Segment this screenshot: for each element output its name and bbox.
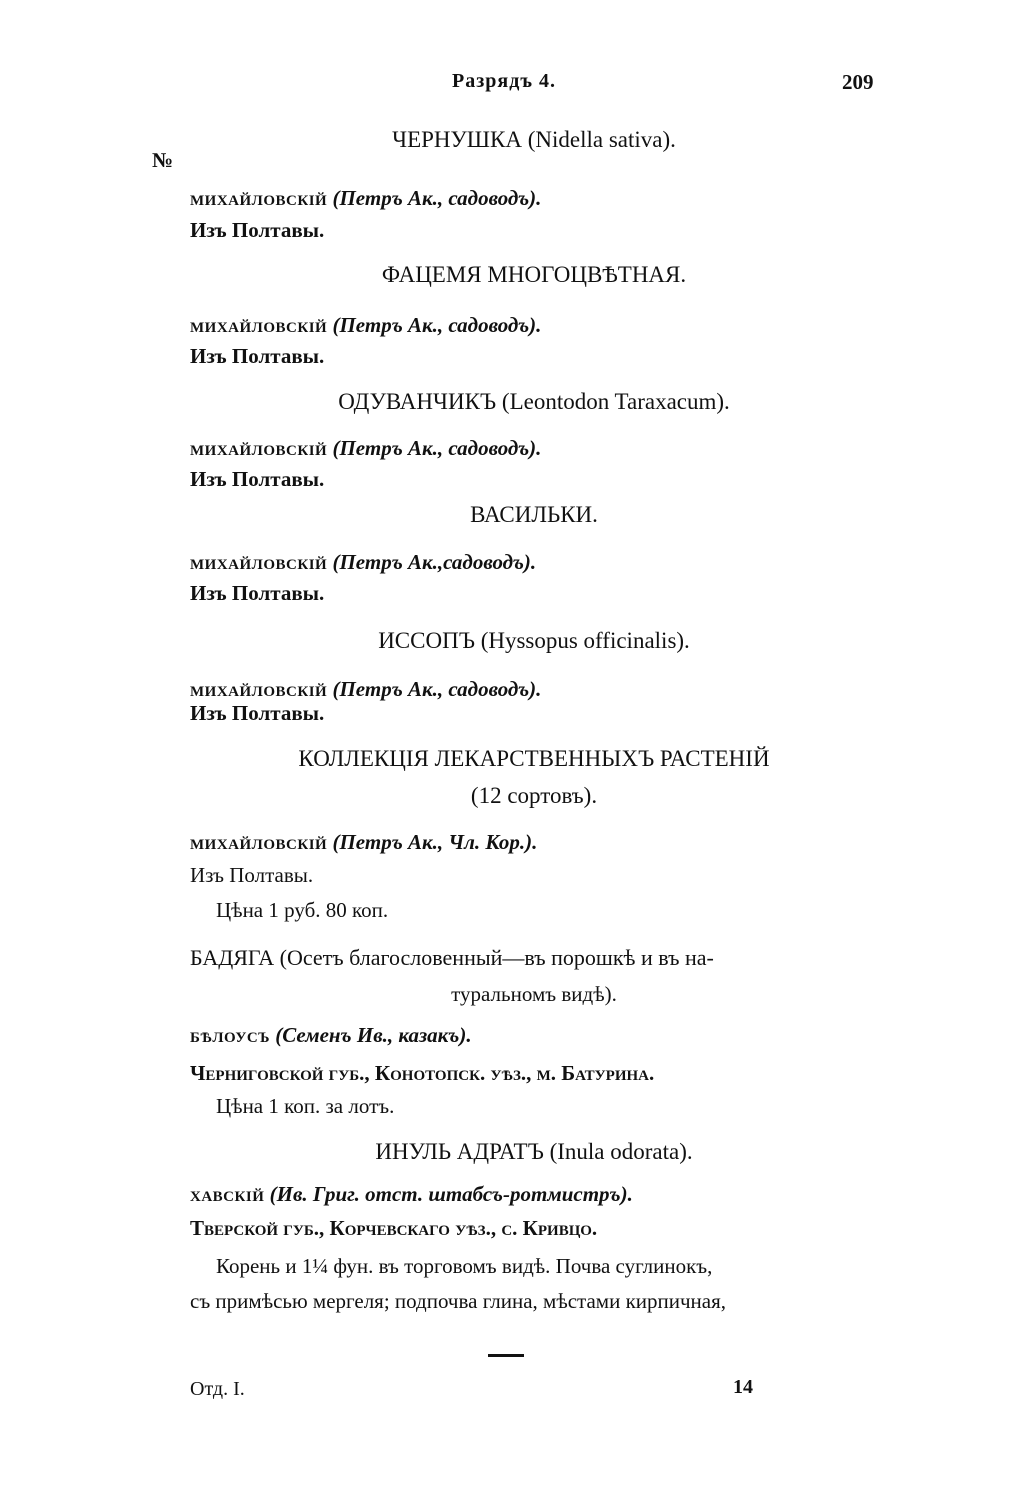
exhibitor-name: михайловскій [190, 677, 328, 701]
exhibitor-line [190, 313, 541, 338]
entry-heading-issop: ИССОПЪ (Hyssopus officinalis). [378, 628, 690, 653]
exhibitor-place: Тверской губ., Корчевскаго уѣз., с. Кривцо. [190, 1216, 598, 1240]
exhibitor-place: Изъ Полтавы. [190, 467, 325, 491]
exhibitor-name: бѣлоусъ [190, 1023, 270, 1047]
exhibitor-place: Изъ Полтавы. [190, 581, 325, 605]
exhibitor-detail: (Петръ Ак., садоводъ). [332, 677, 542, 701]
exhibitor-place: Изъ Полтавы. [190, 863, 314, 887]
page-number: 209 [842, 70, 874, 94]
exhibitor-detail: (Петръ Ак.,садоводъ). [332, 550, 537, 574]
entry-heading-chernushka: ЧЕРНУШКА (Nidella sativa). [392, 127, 676, 152]
entry-heading-badyaga: БАДЯГА (Осетъ благословенный—въ порошкѣ и въ на- [190, 945, 714, 970]
exhibitor-line [190, 436, 541, 461]
exhibitor-place: Изъ Полтавы. [190, 218, 325, 242]
entry-heading-inul: ИНУЛЬ АДРАТЪ (Inula odorata). [375, 1139, 693, 1164]
description-line: Корень и 1¼ фун. въ торговомъ видѣ. Почва суглинокъ, [216, 1254, 713, 1278]
exhibitor-name: михайловскій [190, 550, 328, 574]
exhibitor-line [190, 830, 537, 855]
exhibitor-line [190, 1023, 472, 1048]
exhibitor-name: михайловскій [190, 436, 328, 460]
entry-heading-kollekciya-sub: (12 сортовъ). [470, 783, 598, 808]
footer-sheet-number: 14 [733, 1376, 753, 1398]
exhibitor-place: Изъ Полтавы. [190, 344, 325, 368]
exhibitor-place: Изъ Полтавы. [190, 701, 325, 725]
exhibitor-name: хавскій [190, 1182, 265, 1206]
price-line: Цѣна 1 руб. 80 коп. [216, 898, 389, 922]
exhibitor-name: михайловскій [190, 313, 328, 337]
entry-heading-facemya: ФАЦЕМЯ МНОГОЦВѢТНАЯ. [381, 262, 687, 287]
exhibitor-name: михайловскій [190, 830, 328, 854]
entry-heading-oduvanchik: ОДУВАНЧИКЪ (Leontodon Taraxacum). [338, 389, 730, 414]
price-line: Цѣна 1 коп. за лотъ. [216, 1094, 395, 1118]
exhibitor-detail: (Петръ Ак., Чл. Кор.). [332, 830, 538, 854]
exhibitor-detail: (Петръ Ак., садоводъ). [332, 313, 542, 337]
exhibitor-detail: (Ив. Григ. отст. штабсъ-ротмистръ). [269, 1182, 633, 1206]
footer-signature: Отд. I. [190, 1378, 245, 1400]
entry-heading-badyaga-cont: туральномъ видѣ). [451, 982, 617, 1006]
description-line: съ примѣсью мергеля; подпочва глина, мѣстами кирпичная, [190, 1289, 727, 1313]
running-head: Разрядъ 4. [452, 70, 556, 92]
exhibitor-line [190, 550, 536, 575]
exhibitor-detail: (Петръ Ак., садоводъ). [332, 436, 542, 460]
entry-heading-kollekciya: КОЛЛЕКЦІЯ ЛЕКАРСТВЕННЫХЪ РАСТЕНІЙ [298, 746, 770, 771]
exhibitor-detail: (Семенъ Ив., казакъ). [275, 1023, 472, 1047]
exhibitor-line [190, 186, 541, 211]
exhibitor-line [190, 1182, 633, 1207]
numero-mark: № [152, 148, 174, 172]
exhibitor-detail: (Петръ Ак., садоводъ). [332, 186, 542, 210]
footer-rule [488, 1354, 524, 1357]
entry-heading-vasilki: ВАСИЛЬКИ. [470, 502, 598, 527]
exhibitor-line [190, 677, 541, 702]
exhibitor-place: Черниговской губ., Конотопск. уѣз., м. Батурина. [190, 1061, 655, 1085]
exhibitor-name: михайловскій [190, 186, 328, 210]
